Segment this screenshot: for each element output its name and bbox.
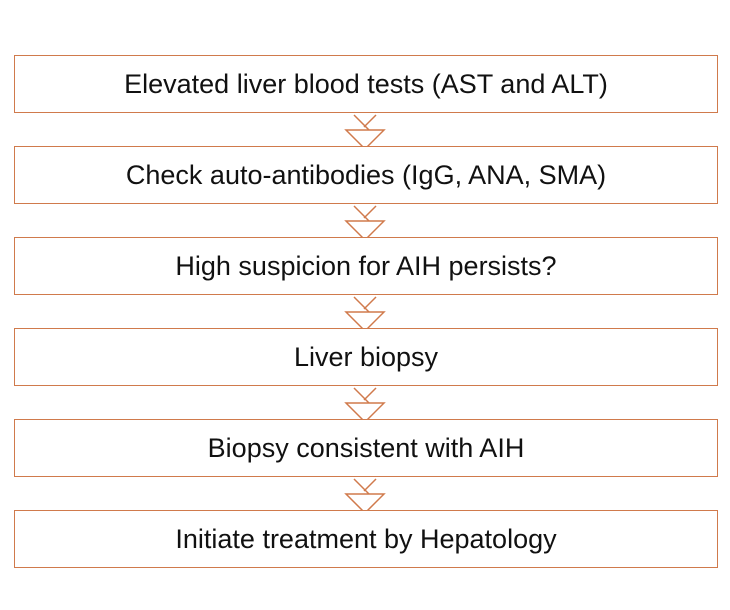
step-initiate-treatment bbox=[14, 510, 718, 568]
step-label: Elevated liver blood tests (AST and ALT) bbox=[124, 68, 608, 99]
step-label: Biopsy consistent with AIH bbox=[207, 432, 525, 463]
step-label: Initiate treatment by Hepatology bbox=[175, 523, 557, 554]
step-elevated-liver-tests bbox=[14, 55, 718, 113]
step-label: High suspicion for AIH persists? bbox=[175, 250, 557, 281]
step-high-suspicion-aih bbox=[14, 237, 718, 295]
step-label: Liver biopsy bbox=[293, 341, 439, 372]
step-check-autoantibodies bbox=[14, 146, 718, 204]
step-liver-biopsy bbox=[14, 328, 718, 386]
step-biopsy-consistent-aih bbox=[14, 419, 718, 477]
step-label: Check auto-antibodies (IgG, ANA, SMA) bbox=[125, 159, 607, 190]
